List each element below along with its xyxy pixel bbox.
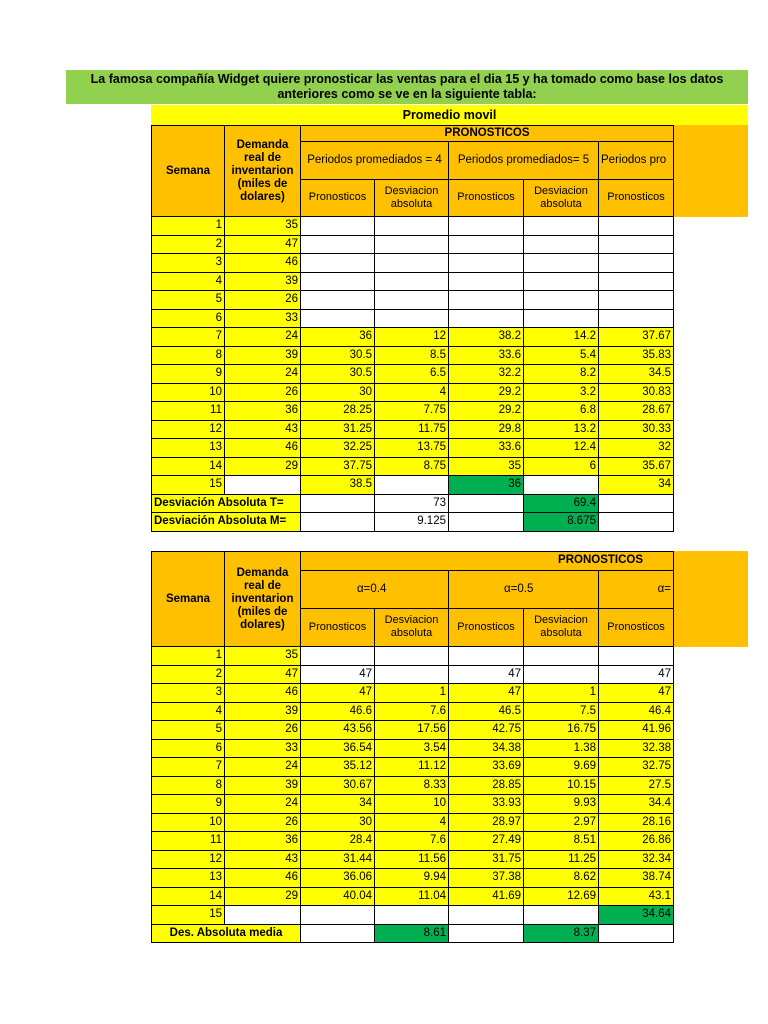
demand-cell: 26 xyxy=(225,813,301,832)
forecast-cell: 29.2 xyxy=(449,383,524,402)
forecast-cell xyxy=(301,254,375,273)
forecast-cell: 32.25 xyxy=(301,439,375,458)
forecast-cell: 47 xyxy=(301,684,375,703)
week-cell: 14 xyxy=(152,887,225,906)
forecast-cell xyxy=(599,235,674,254)
mean-abs-deviation-cell xyxy=(599,924,674,943)
forecast-cell xyxy=(599,647,674,666)
week-cell: 2 xyxy=(152,235,225,254)
table-row xyxy=(152,457,674,476)
forecast-cell: 46.6 xyxy=(301,702,375,721)
forecast-cell: 30.5 xyxy=(301,365,375,384)
mean-deviation-cell: 9.125 xyxy=(375,513,449,532)
week-cell: 6 xyxy=(152,739,225,758)
forecast-cell: 32.2 xyxy=(449,365,524,384)
forecast-cell xyxy=(524,235,599,254)
forecast-cell xyxy=(301,647,375,666)
total-deviation-cell xyxy=(449,494,524,513)
forecast-cell: 27.49 xyxy=(449,832,524,851)
header-desviacion-2: Desviacion absoluta xyxy=(524,608,599,646)
table-row xyxy=(152,402,674,421)
week-cell: 8 xyxy=(152,346,225,365)
mean-deviation-cell: 8.675 xyxy=(524,513,599,532)
table-row xyxy=(152,665,674,684)
table-row xyxy=(152,420,674,439)
demand-cell: 24 xyxy=(225,328,301,347)
forecast-cell: 32.38 xyxy=(599,739,674,758)
forecast-cell: 34 xyxy=(599,476,674,495)
forecast-cell: 42.75 xyxy=(449,721,524,740)
mean-deviation-cell xyxy=(449,513,524,532)
forecast-cell xyxy=(599,309,674,328)
demand-cell: 33 xyxy=(225,739,301,758)
forecast-cell xyxy=(375,217,449,236)
mean-deviation-cell xyxy=(301,513,375,532)
header-pronosticos-3: Pronosticos xyxy=(599,608,674,646)
table-row xyxy=(152,739,674,758)
demand-cell: 35 xyxy=(225,217,301,236)
forecast-cell: 34.5 xyxy=(599,365,674,384)
forecast-cell: 35 xyxy=(449,457,524,476)
forecast-cell: 36 xyxy=(301,328,375,347)
forecast-cell: 3.54 xyxy=(375,739,449,758)
table-row xyxy=(152,887,674,906)
forecast-cell: 36.06 xyxy=(301,869,375,888)
forecast-cell: 7.6 xyxy=(375,832,449,851)
demand-cell: 36 xyxy=(225,832,301,851)
forecast-cell: 31.44 xyxy=(301,850,375,869)
forecast-cell: 32.75 xyxy=(599,758,674,777)
forecast-cell: 27.5 xyxy=(599,776,674,795)
week-cell: 10 xyxy=(152,813,225,832)
table-row xyxy=(152,383,674,402)
forecast-cell: 47 xyxy=(599,665,674,684)
forecast-cell: 37.38 xyxy=(449,869,524,888)
forecast-cell: 28.85 xyxy=(449,776,524,795)
week-cell: 13 xyxy=(152,439,225,458)
forecast-cell: 38.74 xyxy=(599,869,674,888)
forecast-cell: 46.4 xyxy=(599,702,674,721)
demand-cell: 43 xyxy=(225,850,301,869)
forecast-cell: 11.12 xyxy=(375,758,449,777)
table-row xyxy=(152,254,674,273)
forecast-cell: 32 xyxy=(599,439,674,458)
moving-average-table xyxy=(151,125,674,532)
forecast-cell: 7.75 xyxy=(375,402,449,421)
demand-cell: 36 xyxy=(225,402,301,421)
forecast-cell: 31.25 xyxy=(301,420,375,439)
forecast-cell: 13.2 xyxy=(524,420,599,439)
table-row xyxy=(152,832,674,851)
forecast-cell xyxy=(524,665,599,684)
demand-cell: 29 xyxy=(225,457,301,476)
demand-cell: 46 xyxy=(225,254,301,273)
week-cell: 6 xyxy=(152,309,225,328)
forecast-cell: 7.5 xyxy=(524,702,599,721)
forecast-cell: 41.96 xyxy=(599,721,674,740)
forecast-cell: 4 xyxy=(375,383,449,402)
week-cell: 14 xyxy=(152,457,225,476)
forecast-cell: 11.56 xyxy=(375,850,449,869)
header-desviacion-2: Desviacion absoluta xyxy=(524,179,599,216)
forecast-cell: 33.6 xyxy=(449,439,524,458)
forecast-cell: 35.67 xyxy=(599,457,674,476)
demand-cell xyxy=(225,906,301,925)
week-cell: 1 xyxy=(152,647,225,666)
forecast-cell: 11.25 xyxy=(524,850,599,869)
header-demanda: Demanda real de inventarion (miles de dolares) xyxy=(225,552,301,647)
week-cell: 15 xyxy=(152,476,225,495)
week-cell: 1 xyxy=(152,217,225,236)
forecast-cell: 10.15 xyxy=(524,776,599,795)
forecast-cell: 33.69 xyxy=(449,758,524,777)
week-cell: 11 xyxy=(152,832,225,851)
forecast-cell: 28.16 xyxy=(599,813,674,832)
forecast-cell: 8.62 xyxy=(524,869,599,888)
header-pronosticos-1: Pronosticos xyxy=(301,608,375,646)
forecast-cell xyxy=(449,309,524,328)
forecast-cell: 28.4 xyxy=(301,832,375,851)
demand-cell: 46 xyxy=(225,869,301,888)
forecast-cell: 16.75 xyxy=(524,721,599,740)
demand-cell: 24 xyxy=(225,365,301,384)
week-cell: 12 xyxy=(152,420,225,439)
demand-cell: 46 xyxy=(225,439,301,458)
exponential-smoothing-table xyxy=(151,551,674,943)
forecast-cell: 30.83 xyxy=(599,383,674,402)
forecast-cell xyxy=(449,235,524,254)
forecast-cell xyxy=(375,906,449,925)
forecast-cell: 1 xyxy=(375,684,449,703)
forecast-cell: 7.6 xyxy=(375,702,449,721)
week-cell: 11 xyxy=(152,402,225,421)
table-row xyxy=(152,346,674,365)
forecast-cell: 12.69 xyxy=(524,887,599,906)
forecast-cell: 34.4 xyxy=(599,795,674,814)
week-cell: 15 xyxy=(152,906,225,925)
mean-abs-deviation-cell xyxy=(449,924,524,943)
demand-cell: 47 xyxy=(225,665,301,684)
forecast-cell: 30 xyxy=(301,383,375,402)
week-cell: 3 xyxy=(152,254,225,273)
table2-header-extension xyxy=(673,551,748,647)
total-deviation-cell: 69.4 xyxy=(524,494,599,513)
table-row xyxy=(152,476,674,495)
table1-subtitle: Promedio movil xyxy=(151,105,748,125)
total-deviation-cell xyxy=(599,494,674,513)
table1-header-extension xyxy=(673,125,748,217)
forecast-cell: 6.8 xyxy=(524,402,599,421)
header-demanda: Demanda real de inventarion (miles de dolares) xyxy=(225,126,301,217)
demand-cell: 26 xyxy=(225,721,301,740)
forecast-cell: 9.94 xyxy=(375,869,449,888)
forecast-cell: 17.56 xyxy=(375,721,449,740)
forecast-cell xyxy=(375,272,449,291)
forecast-cell xyxy=(524,291,599,310)
week-cell: 13 xyxy=(152,869,225,888)
forecast-cell: 37.75 xyxy=(301,457,375,476)
forecast-cell: 28.97 xyxy=(449,813,524,832)
table-row xyxy=(152,309,674,328)
week-cell: 4 xyxy=(152,702,225,721)
forecast-cell: 43.56 xyxy=(301,721,375,740)
demand-cell: 39 xyxy=(225,272,301,291)
forecast-cell: 47 xyxy=(449,665,524,684)
header-semana: Semana xyxy=(152,126,225,217)
forecast-cell xyxy=(301,291,375,310)
forecast-cell: 30 xyxy=(301,813,375,832)
mean-abs-deviation-cell: 8.37 xyxy=(524,924,599,943)
forecast-cell xyxy=(301,906,375,925)
forecast-cell: 30.67 xyxy=(301,776,375,795)
alpha-value: 0.5 xyxy=(517,582,534,595)
table-row xyxy=(152,365,674,384)
week-cell: 5 xyxy=(152,721,225,740)
forecast-cell xyxy=(375,291,449,310)
table-row xyxy=(152,776,674,795)
forecast-cell: 29.8 xyxy=(449,420,524,439)
forecast-cell: 8.51 xyxy=(524,832,599,851)
forecast-cell xyxy=(524,272,599,291)
forecast-cell xyxy=(524,254,599,273)
mean-abs-deviation-cell xyxy=(301,924,375,943)
demand-cell: 24 xyxy=(225,758,301,777)
forecast-cell: 47 xyxy=(449,684,524,703)
forecast-cell: 35.83 xyxy=(599,346,674,365)
week-cell: 7 xyxy=(152,328,225,347)
demand-cell: 29 xyxy=(225,887,301,906)
table-row xyxy=(152,795,674,814)
title-text: La famosa compañía Widget quiere pronosticar las ventas para el dia 15 y ha tomado como base los datos anteriores como se ve en la siguiente tabla: xyxy=(90,72,724,101)
demand-cell: 33 xyxy=(225,309,301,328)
total-deviation-cell xyxy=(301,494,375,513)
forecast-cell xyxy=(375,476,449,495)
mean-deviation-label: Desviación Absoluta M= xyxy=(152,513,301,532)
demand-cell: 43 xyxy=(225,420,301,439)
header-semana: Semana xyxy=(152,552,225,647)
forecast-cell: 4 xyxy=(375,813,449,832)
forecast-cell: 1 xyxy=(524,684,599,703)
forecast-cell: 31.75 xyxy=(449,850,524,869)
week-cell: 3 xyxy=(152,684,225,703)
demand-cell: 26 xyxy=(225,383,301,402)
header-pronosticos: PRONOSTICOS xyxy=(301,126,674,142)
forecast-cell xyxy=(375,309,449,328)
forecast-cell: 33.93 xyxy=(449,795,524,814)
table-row xyxy=(152,291,674,310)
week-cell: 9 xyxy=(152,365,225,384)
forecast-cell: 28.25 xyxy=(301,402,375,421)
week-cell: 4 xyxy=(152,272,225,291)
forecast-cell xyxy=(449,906,524,925)
mean-abs-deviation-cell: 8.61 xyxy=(375,924,449,943)
header-desviacion-1: Desviacion absoluta xyxy=(375,179,449,216)
forecast-cell: 9.93 xyxy=(524,795,599,814)
forecast-cell: 30.5 xyxy=(301,346,375,365)
alpha-symbol: α= xyxy=(504,582,518,595)
header-pronosticos-3: Pronosticos xyxy=(599,179,674,216)
forecast-cell: 8.5 xyxy=(375,346,449,365)
alpha-symbol: α= xyxy=(357,582,371,595)
forecast-cell: 1.38 xyxy=(524,739,599,758)
demand-cell: 39 xyxy=(225,702,301,721)
forecast-cell: 38.5 xyxy=(301,476,375,495)
forecast-cell: 30.33 xyxy=(599,420,674,439)
forecast-cell: 13.75 xyxy=(375,439,449,458)
header-alpha-3: α= xyxy=(599,570,674,608)
week-cell: 12 xyxy=(152,850,225,869)
demand-cell: 39 xyxy=(225,346,301,365)
week-cell: 7 xyxy=(152,758,225,777)
forecast-cell: 40.04 xyxy=(301,887,375,906)
forecast-cell xyxy=(375,665,449,684)
week-cell: 8 xyxy=(152,776,225,795)
forecast-cell xyxy=(375,235,449,254)
week-cell: 5 xyxy=(152,291,225,310)
forecast-cell: 12 xyxy=(375,328,449,347)
demand-cell xyxy=(225,476,301,495)
mean-abs-deviation-label: Des. Absoluta media xyxy=(152,924,301,943)
demand-cell: 46 xyxy=(225,684,301,703)
total-deviation-cell: 73 xyxy=(375,494,449,513)
header-pronosticos: PRONOSTICOS xyxy=(301,552,674,571)
table-row xyxy=(152,439,674,458)
forecast-cell xyxy=(449,272,524,291)
week-cell: 9 xyxy=(152,795,225,814)
forecast-cell: 14.2 xyxy=(524,328,599,347)
table-row xyxy=(152,235,674,254)
header-periodos-4: Periodos promediados = 4 xyxy=(301,142,449,179)
table-row xyxy=(152,758,674,777)
header-desviacion-1: Desviacion absoluta xyxy=(375,608,449,646)
forecast-cell xyxy=(449,217,524,236)
forecast-cell xyxy=(524,906,599,925)
forecast-cell: 8.2 xyxy=(524,365,599,384)
demand-cell: 35 xyxy=(225,647,301,666)
table-row xyxy=(152,702,674,721)
total-deviation-label: Desviación Absoluta T= xyxy=(152,494,301,513)
forecast-cell: 6.5 xyxy=(375,365,449,384)
table-row xyxy=(152,647,674,666)
header-pronosticos-2: Pronosticos xyxy=(449,608,524,646)
table-row xyxy=(152,684,674,703)
forecast-cell: 41.69 xyxy=(449,887,524,906)
forecast-cell: 3.2 xyxy=(524,383,599,402)
header-pronosticos-2: Pronosticos xyxy=(449,179,524,216)
title-banner xyxy=(66,70,748,104)
forecast-cell: 36 xyxy=(449,476,524,495)
forecast-cell: 8.33 xyxy=(375,776,449,795)
forecast-cell: 28.67 xyxy=(599,402,674,421)
forecast-cell: 34 xyxy=(301,795,375,814)
forecast-cell: 10 xyxy=(375,795,449,814)
demand-cell: 24 xyxy=(225,795,301,814)
forecast-cell: 34.38 xyxy=(449,739,524,758)
forecast-cell: 6 xyxy=(524,457,599,476)
forecast-cell xyxy=(524,309,599,328)
forecast-cell: 11.75 xyxy=(375,420,449,439)
forecast-cell xyxy=(375,647,449,666)
forecast-cell xyxy=(449,647,524,666)
forecast-cell: 46.5 xyxy=(449,702,524,721)
forecast-cell: 34.64 xyxy=(599,906,674,925)
table-row xyxy=(152,906,674,925)
forecast-cell: 35.12 xyxy=(301,758,375,777)
forecast-cell: 8.75 xyxy=(375,457,449,476)
forecast-cell: 36.54 xyxy=(301,739,375,758)
demand-cell: 39 xyxy=(225,776,301,795)
table-row xyxy=(152,869,674,888)
demand-cell: 47 xyxy=(225,235,301,254)
forecast-cell: 11.04 xyxy=(375,887,449,906)
forecast-cell: 26.86 xyxy=(599,832,674,851)
forecast-cell: 38.2 xyxy=(449,328,524,347)
forecast-cell xyxy=(599,291,674,310)
header-pronosticos-1: Pronosticos xyxy=(301,179,375,216)
forecast-cell xyxy=(599,217,674,236)
forecast-cell: 32.34 xyxy=(599,850,674,869)
forecast-cell xyxy=(301,272,375,291)
forecast-cell xyxy=(524,647,599,666)
forecast-cell xyxy=(375,254,449,273)
forecast-cell: 9.69 xyxy=(524,758,599,777)
forecast-cell xyxy=(301,309,375,328)
forecast-cell xyxy=(301,217,375,236)
table-row xyxy=(152,813,674,832)
forecast-cell: 33.6 xyxy=(449,346,524,365)
forecast-cell: 29.2 xyxy=(449,402,524,421)
mean-deviation-cell xyxy=(599,513,674,532)
forecast-cell xyxy=(524,476,599,495)
forecast-cell: 5.4 xyxy=(524,346,599,365)
table-row xyxy=(152,721,674,740)
header-periodos-6: Periodos pro xyxy=(599,142,674,179)
header-periodos-5: Periodos promediados= 5 xyxy=(449,142,599,179)
week-cell: 2 xyxy=(152,665,225,684)
forecast-cell: 47 xyxy=(599,684,674,703)
forecast-cell xyxy=(524,217,599,236)
forecast-cell xyxy=(599,272,674,291)
header-alpha-05 xyxy=(449,570,599,608)
header-alpha-04 xyxy=(301,570,449,608)
forecast-cell: 2.97 xyxy=(524,813,599,832)
demand-cell: 26 xyxy=(225,291,301,310)
forecast-cell xyxy=(449,254,524,273)
forecast-cell: 43.1 xyxy=(599,887,674,906)
alpha-value: 0.4 xyxy=(370,582,387,595)
table-row xyxy=(152,217,674,236)
forecast-cell xyxy=(599,254,674,273)
forecast-cell: 12.4 xyxy=(524,439,599,458)
table-row xyxy=(152,272,674,291)
table-row xyxy=(152,328,674,347)
table-row xyxy=(152,850,674,869)
week-cell: 10 xyxy=(152,383,225,402)
forecast-cell xyxy=(301,235,375,254)
forecast-cell: 37.67 xyxy=(599,328,674,347)
forecast-cell: 47 xyxy=(301,665,375,684)
forecast-cell xyxy=(449,291,524,310)
